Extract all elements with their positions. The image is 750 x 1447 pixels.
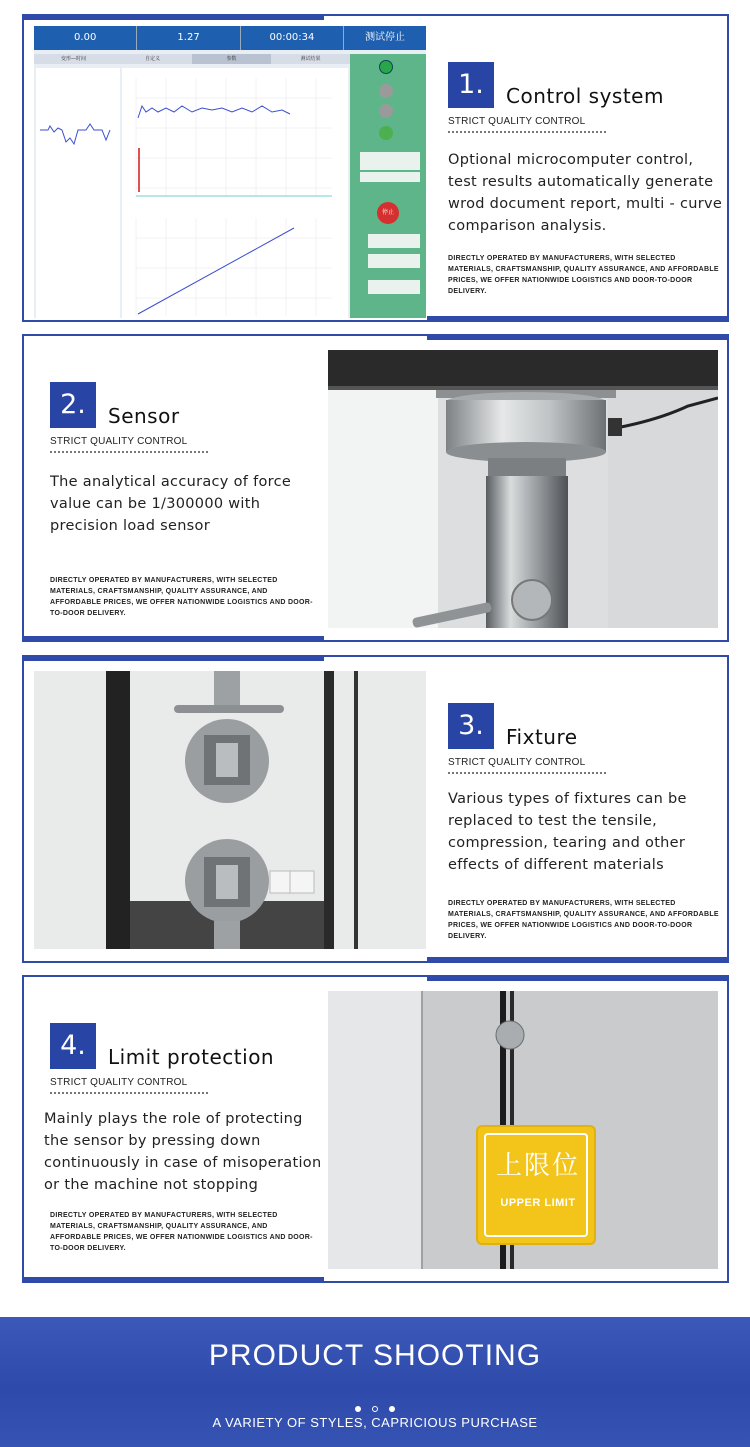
section-fine-print: DIRECTLY OPERATED BY MANUFACTURERS, WITH SELECTED MATERIALS, CRAFTSMANSHIP, QUALITY ASSURANCE, AND AFFORDABLE PRICES, WE OFFER NATIONWIDE LOGISTICS AND DOOR-TO-DOOR DELIVERY. xyxy=(50,1212,313,1252)
dotted-divider xyxy=(50,451,208,453)
section-subtitle: STRICT QUALITY CONTROL xyxy=(448,757,586,768)
fixture-photo xyxy=(34,671,426,949)
section-number: 3. xyxy=(448,703,494,749)
section-control-system xyxy=(22,14,729,322)
tab-deformation-time[interactable]: 变形—时间 xyxy=(60,56,86,62)
dotted-divider xyxy=(50,1092,208,1094)
main-graph xyxy=(122,68,348,318)
section-subtitle: STRICT QUALITY CONTROL xyxy=(50,436,188,447)
tab-custom[interactable]: 自定义 xyxy=(144,56,160,62)
readout-bar xyxy=(34,26,426,50)
upper-limit-sign-inner xyxy=(484,1133,588,1237)
section-number: 1. xyxy=(448,62,494,108)
tab-parameters[interactable]: 参数 xyxy=(192,54,271,64)
software-tabs xyxy=(34,54,350,64)
section-subtitle: STRICT QUALITY CONTROL xyxy=(448,116,586,127)
section-description: The analytical accuracy of force value can be 1/300000 with precision load sensor xyxy=(50,474,292,534)
upper-limit-sign xyxy=(476,1125,596,1245)
section-description: Mainly plays the role of protecting the sensor by pressing down continuously in case of misoperation or the machine not stopping xyxy=(44,1111,322,1193)
dot-3 xyxy=(389,1406,395,1412)
product-shooting-banner xyxy=(0,1317,750,1447)
section-fine-print: DIRECTLY OPERATED BY MANUFACTURERS, WITH SELECTED MATERIALS, CRAFTSMANSHIP, QUALITY ASSURANCE, AND AFFORDABLE PRICES, WE OFFER NATIONWIDE LOGISTICS AND DOOR-TO-DOOR DELIVERY. xyxy=(448,255,719,295)
section-fine-print: DIRECTLY OPERATED BY MANUFACTURERS, WITH SELECTED MATERIALS, CRAFTSMANSHIP, QUALITY ASSURANCE, AND AFFORDABLE PRICES, WE OFFER NATIONWIDE LOGISTICS AND DOOR-TO-DOOR DELIVERY. xyxy=(448,900,719,940)
section-fine-print: DIRECTLY OPERATED BY MANUFACTURERS, WITH SELECTED MATERIALS, CRAFTSMANSHIP, QUALITY ASSURANCE, AND AFFORDABLE PRICES, WE OFFER NATIONWIDE LOGISTICS AND DOOR-TO-DOOR DELIVERY. xyxy=(50,577,313,617)
section-number: 4. xyxy=(50,1023,96,1069)
gray-button-1[interactable] xyxy=(379,84,393,98)
stop-button[interactable]: 停止 xyxy=(377,202,399,224)
param-box-2[interactable] xyxy=(360,172,420,182)
param-box-4[interactable] xyxy=(368,254,420,268)
readout-displacement: 1.27 xyxy=(137,26,240,50)
param-box-5[interactable] xyxy=(368,280,420,294)
section-title: Control system xyxy=(506,84,664,108)
gray-button-2[interactable] xyxy=(379,104,393,118)
small-graph xyxy=(36,68,120,318)
limit-switch-photo xyxy=(328,991,718,1269)
dot-1 xyxy=(355,1406,361,1412)
sensor-photo xyxy=(328,350,718,628)
software-screenshot xyxy=(34,26,426,318)
gear-button[interactable] xyxy=(379,126,393,140)
section-description: Various types of fixtures can be replaced to test the tensile, compression, tearing and other effects of different materials xyxy=(448,791,687,873)
section-1-text xyxy=(448,62,724,297)
dot-2 xyxy=(372,1406,378,1412)
sensor-illustration xyxy=(328,350,718,628)
readout-status: 测试停止 xyxy=(365,32,406,43)
section-2-text xyxy=(50,382,330,619)
section-fixture xyxy=(22,655,729,963)
section-title: Sensor xyxy=(108,404,180,428)
banner-subtitle: A VARIETY OF STYLES, CAPRICIOUS PURCHASE xyxy=(212,1415,538,1430)
fixture-illustration xyxy=(34,671,426,949)
section-description: Optional microcomputer control, test results automatically generate wrod document report, multi - curve comparison analysis. xyxy=(448,152,723,234)
section-sensor xyxy=(22,334,729,642)
section-subtitle: STRICT QUALITY CONTROL xyxy=(50,1077,188,1088)
play-button[interactable] xyxy=(379,60,393,74)
readout-time: 00:00:34 xyxy=(241,26,344,50)
upper-limit-chinese: 上限位 xyxy=(495,1151,580,1181)
readout-force: 0.00 xyxy=(34,26,137,50)
section-title: Fixture xyxy=(506,725,578,749)
param-box-3[interactable] xyxy=(368,234,420,248)
section-number: 2. xyxy=(50,382,96,428)
banner-title: PRODUCT SHOOTING xyxy=(208,1339,542,1372)
main-graph-panel xyxy=(122,68,348,318)
dotted-divider xyxy=(448,772,606,774)
section-4-text xyxy=(44,1023,334,1254)
section-3-text xyxy=(448,703,724,942)
dotted-divider xyxy=(448,131,606,133)
section-limit-protection xyxy=(22,975,729,1283)
tab-results[interactable]: 测试结果 xyxy=(300,56,321,62)
control-panel xyxy=(350,54,426,318)
upper-limit-english: UPPER LIMIT xyxy=(500,1197,576,1209)
small-graph-panel xyxy=(36,68,120,318)
param-box-1[interactable] xyxy=(360,152,420,170)
section-title: Limit protection xyxy=(108,1045,275,1069)
banner-dots xyxy=(0,1397,750,1416)
